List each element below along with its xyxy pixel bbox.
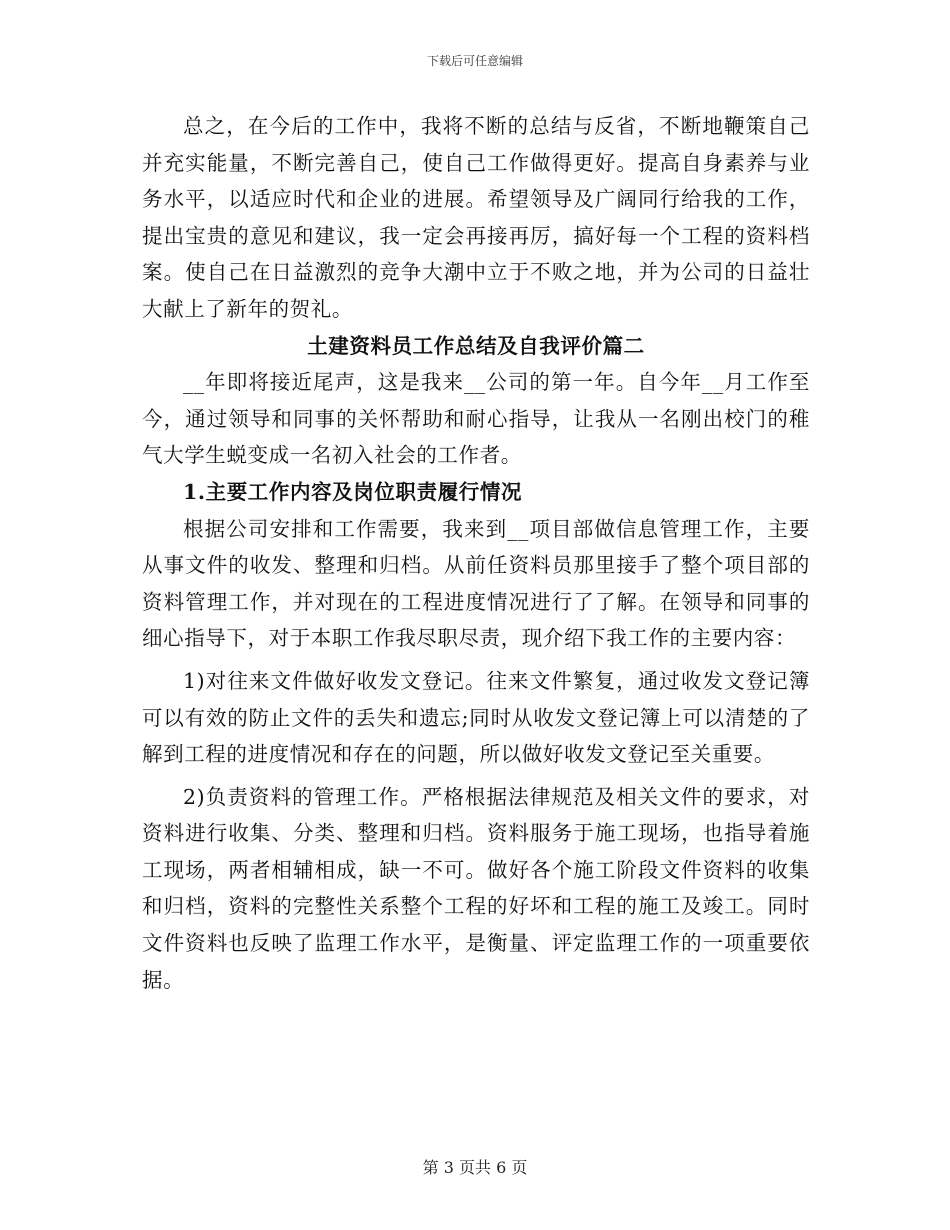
sub-heading-main-work: 1.主要工作内容及岗位职责履行情况 bbox=[183, 479, 523, 504]
paragraph-conclusion: 总之，在今后的工作中，我将不断的总结与反省，不断地鞭策自己并充实能量，不断完善自己，使自己工作做得更好。提高自身素养与业务水平，以适应时代和企业的进展。希望领导及广阔同行给我的工作，提出宝贵的意见和建议，我一定会再接再厉，搞好每一个工程的资料档案。使自己在日益激烈的竞争大潮中立于不败之地，并为公司的日益壮大献上了新年的贺礼。 bbox=[142, 114, 810, 321]
paragraph-work-overview: 根据公司安排和工作需要，我来到__项目部做信息管理工作，主要从事文件的收发、整理和归档。从前任资料员那里接手了整个项目部的资料管理工作，并对现在的工程进度情况进行了了解。在领导和同事的细心指导下，对于本职工作我尽职尽责，现介绍下我工作的主要内容： bbox=[142, 516, 810, 651]
document-body bbox=[142, 108, 810, 998]
paragraph-intro: __年即将接近尾声，这是我来__公司的第一年。自今年__月工作至今，通过领导和同事的关怀帮助和耐心指导，让我从一名刚出校门的稚气大学生蜕变成一名初入社会的工作者。 bbox=[142, 370, 810, 468]
paragraph-item-2: 2)负责资料的管理工作。严格根据法律规范及相关文件的要求，对资料进行收集、分类、整理和归档。资料服务于施工现场，也指导着施工现场，两者相辅相成，缺一不可。做好各个施工阶段文件资料的收集和归档，资料的完整性关系整个工程的好坏和工程的施工及竣工。同时文件资料也反映了监理工作水平，是衡量、评定监理工作的一项重要依据。 bbox=[142, 784, 810, 992]
section-title: 土建资料员工作总结及自我评价篇二 bbox=[307, 333, 645, 358]
page-number: 第 3 页共 6 页 bbox=[422, 1158, 528, 1177]
paragraph-item-1: 1)对往来文件做好收发文登记。往来文件繁复，通过收发文登记簿可以有效的防止文件的丢失和遗忘;同时从收发文登记簿上可以清楚的了解到工程的进度情况和存在的问题，所以做好收发文登记至关重要。 bbox=[142, 668, 810, 767]
header-note: 下载后可任意编辑 bbox=[426, 54, 523, 68]
